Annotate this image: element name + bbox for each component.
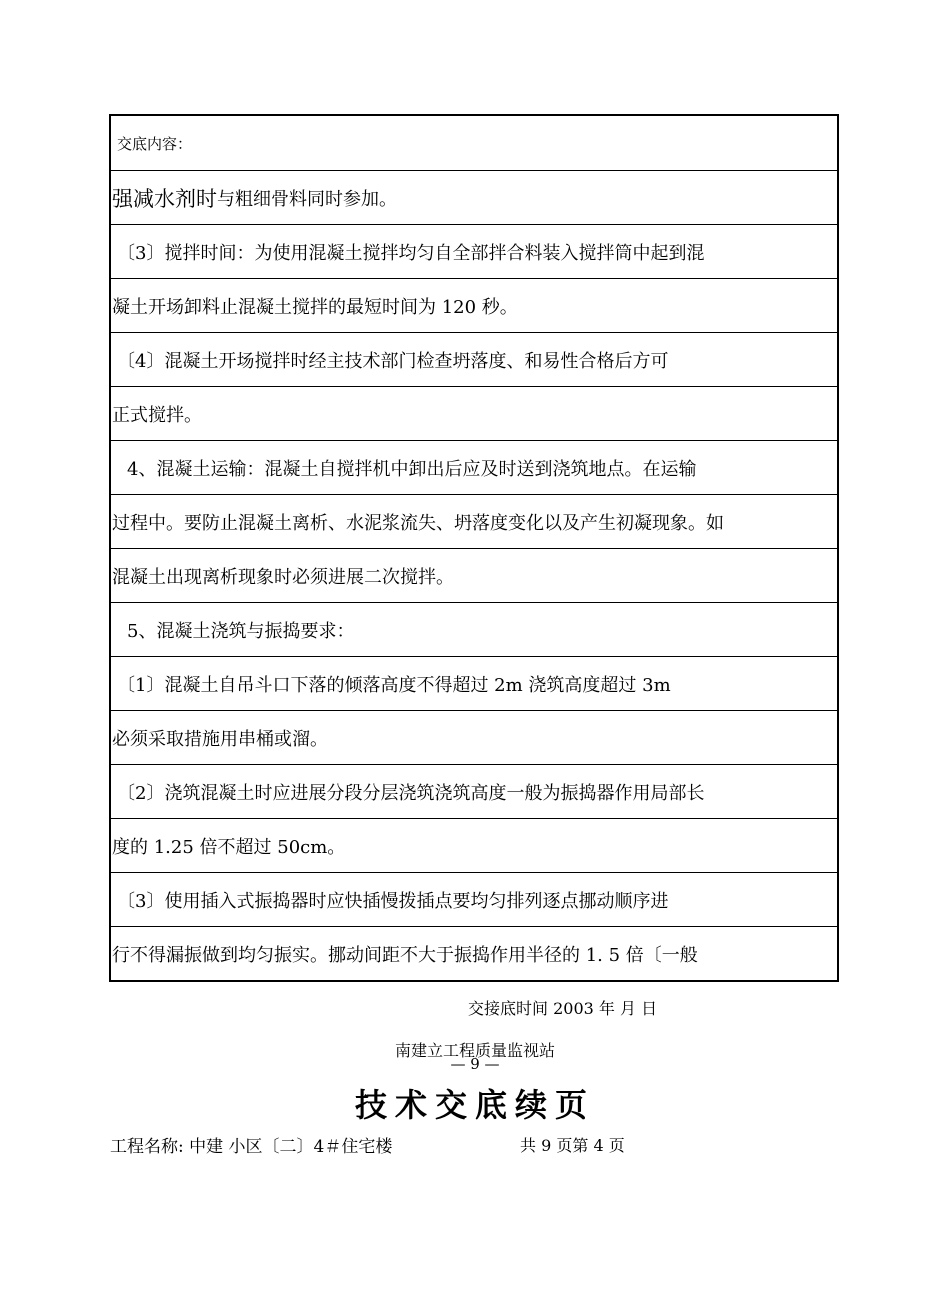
table-row: 正式搅拌。	[111, 386, 837, 440]
row-text-large: 强减水剂时	[112, 186, 217, 211]
table-row: 度的 1.25 倍不超过 50cm。	[111, 818, 837, 872]
table-row: 〔2〕浇筑混凝土时应进展分段分层浇筑浇筑高度一般为振捣器作用局部长	[111, 764, 837, 818]
handover-time: 交接底时间 2003 年 月 日	[468, 999, 658, 1018]
table-row: 〔1〕混凝土自吊斗口下落的倾落高度不得超过 2m 浇筑高度超过 3m	[111, 656, 837, 710]
table-row: 必须采取措施用串桶或溜。	[111, 710, 837, 764]
table-row: 〔3〕搅拌时间：为使用混凝土搅拌均匀自全部拌合料装入搅拌筒中起到混	[111, 224, 837, 278]
table-row: 行不得漏振做到均匀振实。挪动间距不大于振捣作用半径的 1. 5 倍〔一般	[111, 926, 837, 980]
disclosure-table	[109, 114, 839, 982]
table-row: 〔3〕使用插入式振捣器时应快插慢拨插点要均匀排列逐点挪动顺序进	[111, 872, 837, 926]
table-header: 交底内容：	[117, 134, 193, 153]
document-title: 技术交底续页	[354, 1086, 595, 1124]
table-row	[111, 170, 837, 224]
page-count: 共 9 页第 4 页	[520, 1136, 625, 1155]
table-row: 过程中。要防止混凝土离析、水泥浆流失、坍落度变化以及产生初凝现象。如	[111, 494, 837, 548]
table-row: 5、混凝土浇筑与振捣要求：	[111, 602, 837, 656]
quality-station-name: 南建立工程质量监视站	[394, 1041, 555, 1060]
table-row: 凝土开场卸料止混凝土搅拌的最短时间为 120 秒。	[111, 278, 837, 332]
table-row: 〔4〕混凝土开场搅拌时经主技术部门检查坍落度、和易性合格后方可	[111, 332, 837, 386]
page-number: — 9 —	[450, 1055, 500, 1073]
table-row: 4、混凝土运输：混凝土自搅拌机中卸出后应及时送到浇筑地点。在运输	[111, 440, 837, 494]
table-row: 混凝土出现离析现象时必须进展二次搅拌。	[111, 548, 837, 602]
project-name: 工程名称: 中建 小区〔二〕4＃住宅楼	[110, 1137, 393, 1157]
row-text: 与粗细骨料同时参加。	[217, 188, 397, 210]
